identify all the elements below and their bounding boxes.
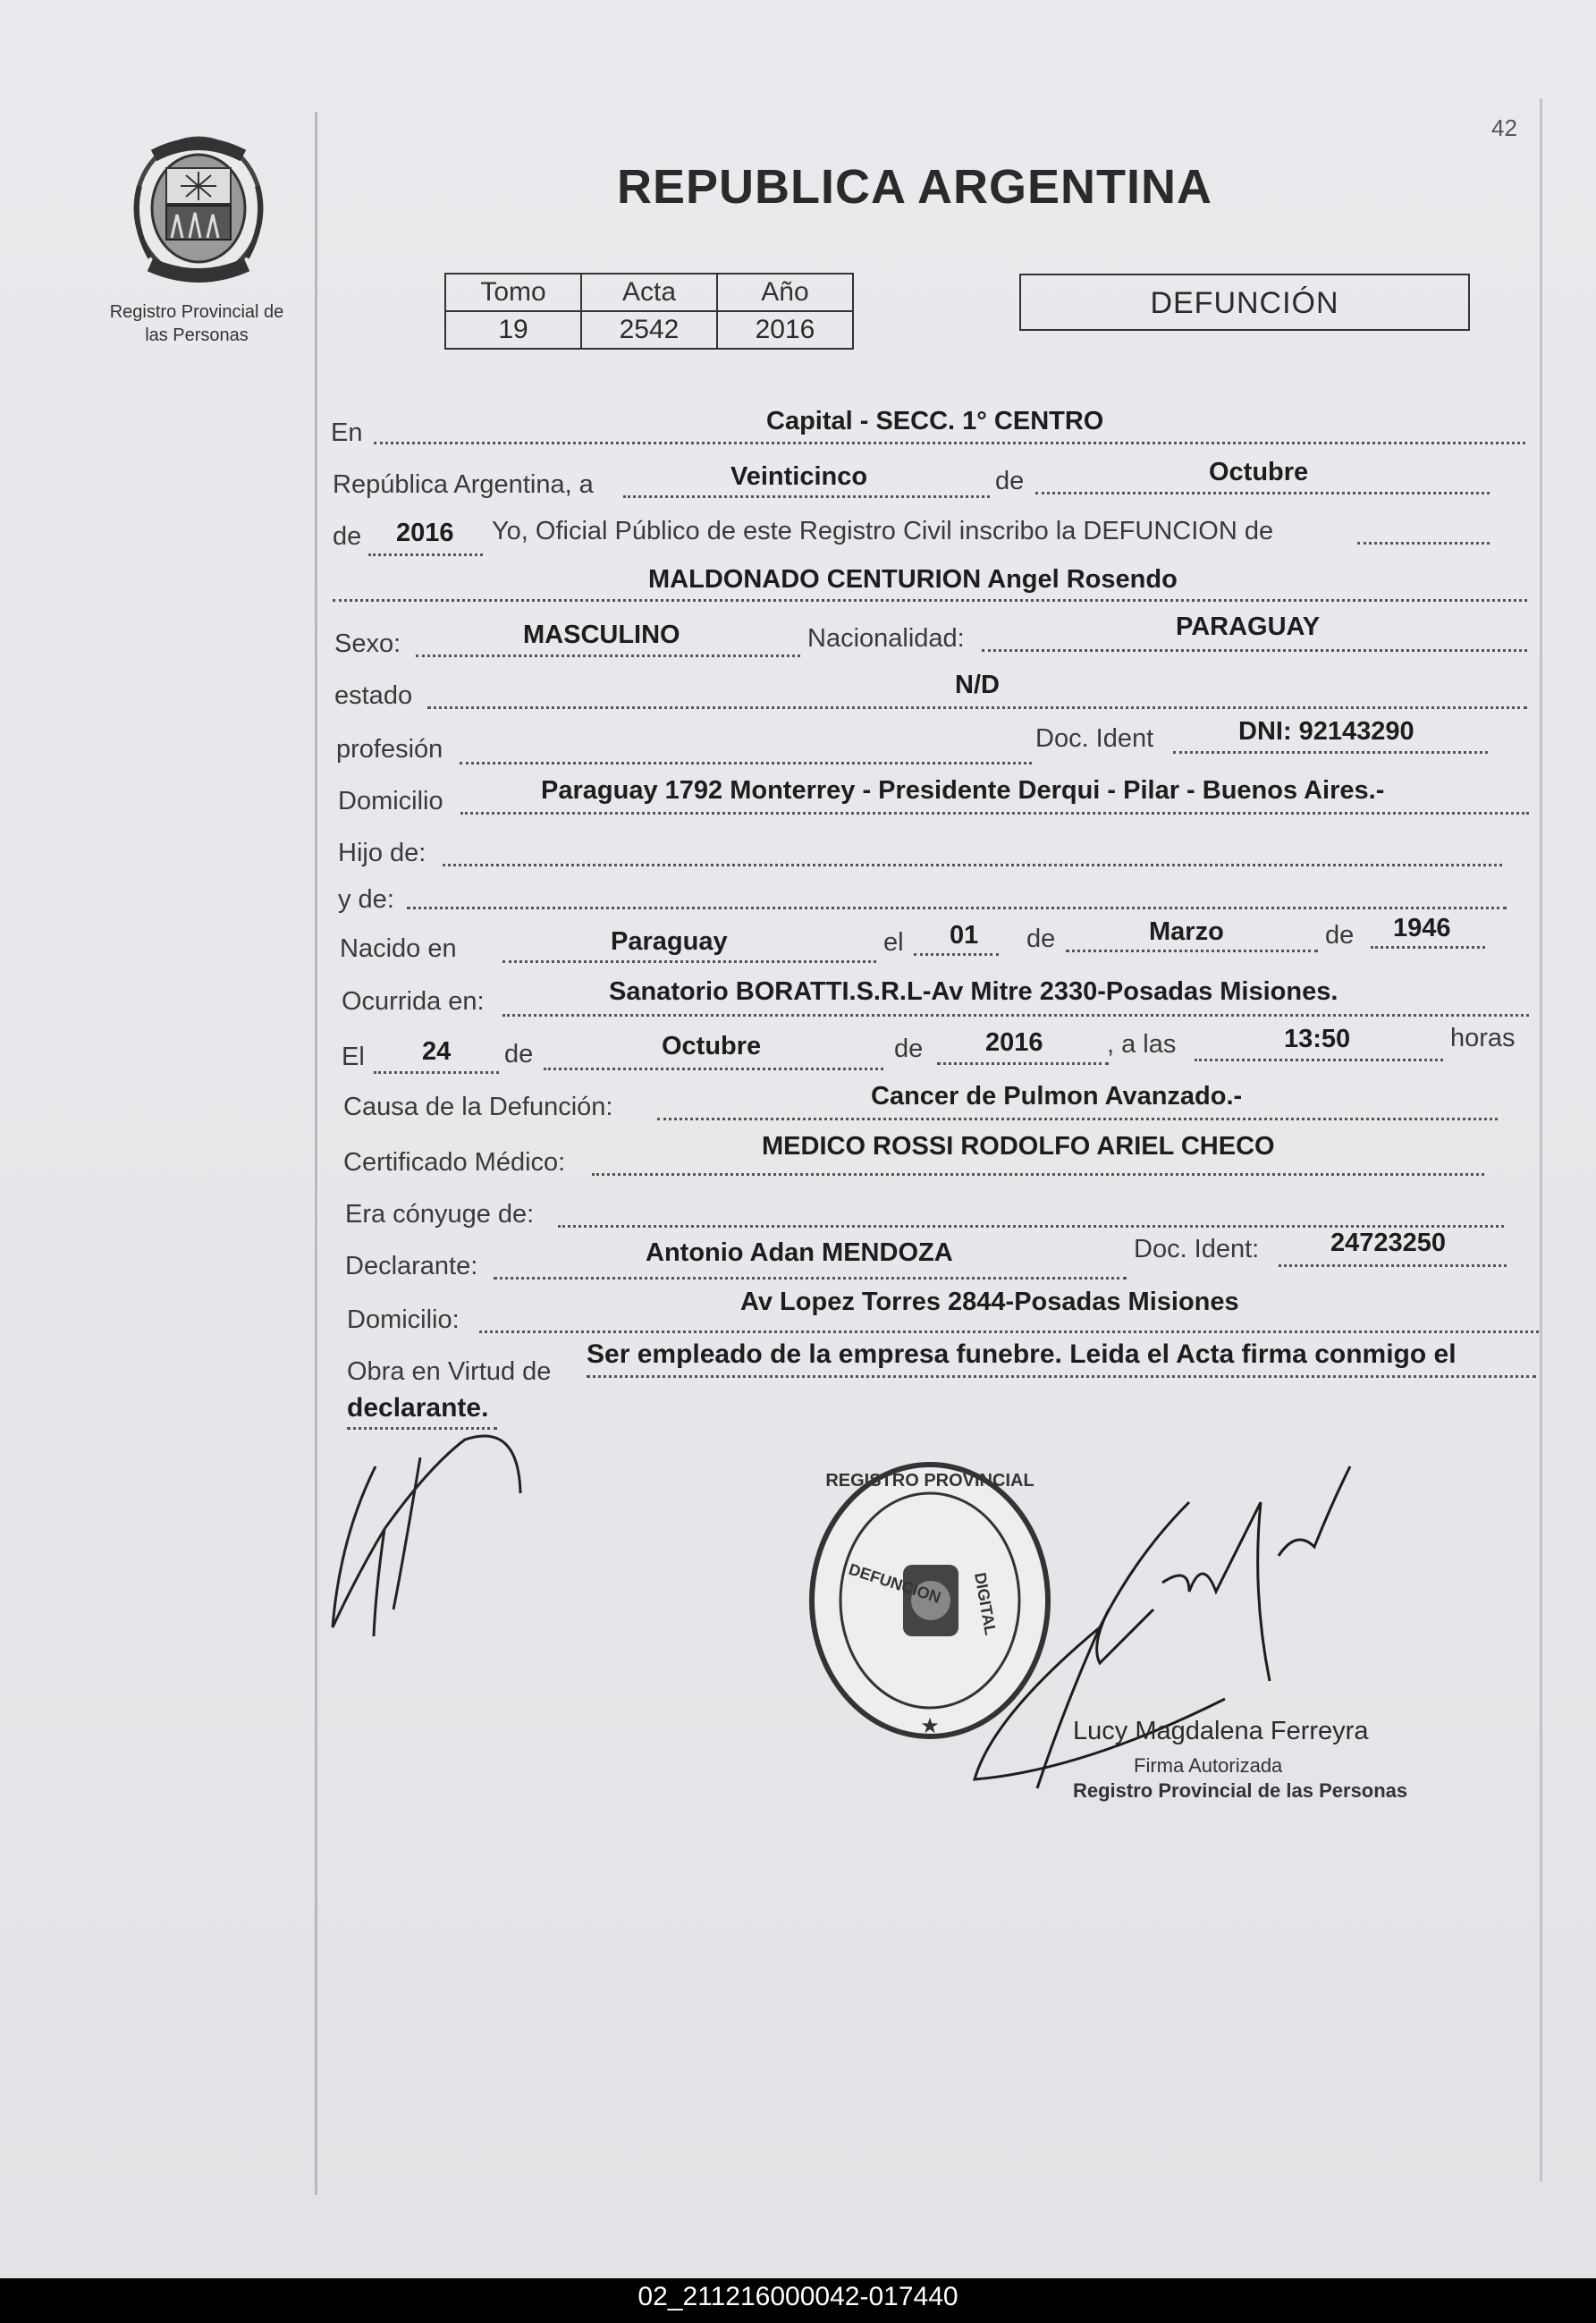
sexo-dotted-line [416,655,800,657]
year-value: 2016 [396,519,454,547]
document-title: REPUBLICA ARGENTINA [617,160,1212,214]
en-value: Capital - SECC. 1° CENTRO [766,407,1104,435]
declarante-doc-value: 24723250 [1330,1229,1447,1257]
nacido-en-value: Paraguay [611,927,728,956]
birth-year-value: 1946 [1393,914,1451,942]
acta-header: Acta [581,274,717,311]
svg-text:DEFUNCION: DEFUNCION [846,1559,943,1607]
svg-text:DIGITAL: DIGITAL [971,1571,1001,1637]
obra-dotted-line1 [587,1375,1536,1378]
estado-label: estado [334,681,413,710]
birth-month-value: Marzo [1149,917,1224,946]
year-de-label: de [333,522,362,551]
death-el-label: El [342,1043,365,1071]
deceased-name-value: MALDONADO CENTURION Angel Rosendo [648,565,1178,594]
death-year-value: 2016 [985,1028,1043,1057]
nacionalidad-dotted-line [982,649,1527,652]
en-dotted-line [374,442,1525,444]
birth-el-label: el [883,928,904,957]
domicilio-value: Paraguay 1792 Monterrey - Presidente Derqui - Pilar - Buenos Aires.- [541,776,1385,805]
birth-de1-label: de [1026,925,1056,953]
yo-dotted-line [1357,542,1490,545]
birth-year-dotted-line [1371,946,1485,949]
estado-dotted-line [427,706,1527,709]
de-label: de [995,467,1025,495]
domicilio-dotted-line [460,812,1529,815]
death-day-value: 24 [422,1037,452,1066]
death-day-dotted-line [374,1071,499,1074]
death-month-dotted-line [544,1068,883,1070]
en-label: En [331,418,363,447]
month-dotted-line [1035,492,1490,494]
nacido-en-dotted-line [502,960,876,963]
declarante-doc-dotted-line [1279,1264,1507,1267]
death-year-dotted-line [937,1062,1109,1065]
causa-dotted-line [657,1118,1498,1120]
domicilio-label: Domicilio [338,787,443,815]
declarante-value: Antonio Adan MENDOZA [646,1238,953,1267]
declarante-dotted-line [494,1277,1127,1280]
estado-value: N/D [955,671,1000,699]
causa-label: Causa de la Defunción: [343,1093,613,1121]
declarante-domicilio-label: Domicilio: [347,1305,460,1334]
sexo-label: Sexo: [334,629,401,658]
doc-ident-label: Doc. Ident [1035,724,1154,753]
conyuge-dotted-line [558,1225,1504,1228]
death-time-value: 13:50 [1284,1025,1351,1053]
authorized-office: Registro Provincial de las Personas [1073,1779,1408,1802]
svg-text:★: ★ [920,1714,940,1738]
republica-label: República Argentina, a [333,470,594,499]
death-month-value: Octubre [662,1032,762,1060]
yo-text: Yo, Oficial Público de este Registro Civil inscribo la DEFUNCION de [492,517,1274,545]
doc-ident-value: DNI: 92143290 [1238,717,1414,746]
death-de2-label: de [894,1035,924,1063]
ocurrida-en-value: Sanatorio BORATTI.S.R.L-Av Mitre 2330-Posadas Misiones. [609,977,1338,1006]
svg-text:REGISTRO PROVINCIAL: REGISTRO PROVINCIAL [825,1471,1034,1491]
death-de1-label: de [504,1040,534,1069]
declarante-domicilio-dotted-line [479,1330,1539,1333]
ano-value: 2016 [717,311,853,349]
name-dotted-line [333,599,1527,602]
sexo-value: MASCULINO [523,621,680,649]
day-value: Veinticinco [730,462,868,491]
hijo-de-dotted-line [443,864,1502,866]
nacionalidad-label: Nacionalidad: [807,624,965,653]
birth-day-value: 01 [950,921,979,950]
tomo-value: 19 [445,311,581,349]
hijo-de-label: Hijo de: [338,839,426,867]
ocurrida-en-dotted-line [502,1014,1529,1017]
horas-label: horas [1450,1024,1516,1052]
certificado-label: Certificado Médico: [343,1148,566,1177]
obra-dotted-line2 [347,1427,497,1430]
certificado-dotted-line [592,1173,1484,1176]
a-las-label: , a las [1107,1030,1177,1059]
declarante-doc-label: Doc. Ident: [1134,1235,1260,1263]
month-value: Octubre [1209,458,1309,486]
conyuge-label: Era cónyuge de: [345,1200,535,1229]
profesion-label: profesión [336,735,443,764]
registry-label-line1: Registro Provincial de [109,302,284,322]
left-margin-line [315,112,317,2195]
profesion-dotted-line [460,762,1032,764]
record-type-box: DEFUNCIÓN [1019,274,1470,331]
registry-label-line2: las Personas [145,325,249,345]
certificado-value: MEDICO ROSSI RODOLFO ARIEL CHECO [762,1132,1275,1161]
footer-code: 02_211216000042-017440 [638,2282,958,2311]
nacionalidad-value: PARAGUAY [1176,612,1321,641]
obra-value-line2: declarante. [347,1393,489,1423]
page-number: 42 [1491,114,1517,141]
death-time-dotted-line [1195,1059,1443,1061]
doc-ident-dotted-line [1173,751,1488,754]
declarante-label: Declarante: [345,1252,478,1280]
authorized-role: Firma Autorizada [1134,1754,1283,1777]
obra-value-line1: Ser empleado de la empresa funebre. Leida el Acta firma conmigo el [587,1339,1457,1369]
ano-header: Año [717,274,853,311]
reference-table [444,273,854,350]
obra-label: Obra en Virtud de [347,1357,552,1386]
birth-de2-label: de [1325,921,1355,950]
year-dotted-line [368,553,483,556]
acta-value: 2542 [581,311,717,349]
causa-value: Cancer de Pulmon Avanzado.- [871,1082,1243,1111]
birth-day-dotted-line [914,953,999,956]
birth-month-dotted-line [1066,950,1318,952]
authorized-name: Lucy Magdalena Ferreyra [1073,1717,1369,1745]
declarant-signature-icon [322,1431,536,1654]
day-dotted-line [623,495,990,498]
declarante-domicilio-value: Av Lopez Torres 2844-Posadas Misiones [740,1288,1239,1316]
ocurrida-en-label: Ocurrida en: [342,987,485,1016]
y-de-label: y de: [338,885,394,914]
y-de-dotted-line [407,907,1507,909]
registry-label [85,300,308,347]
nacido-en-label: Nacido en [340,934,457,963]
tomo-header: Tomo [445,274,581,311]
provincia-de-misiones-crest-icon [123,132,274,284]
right-margin-line [1540,98,1542,2182]
